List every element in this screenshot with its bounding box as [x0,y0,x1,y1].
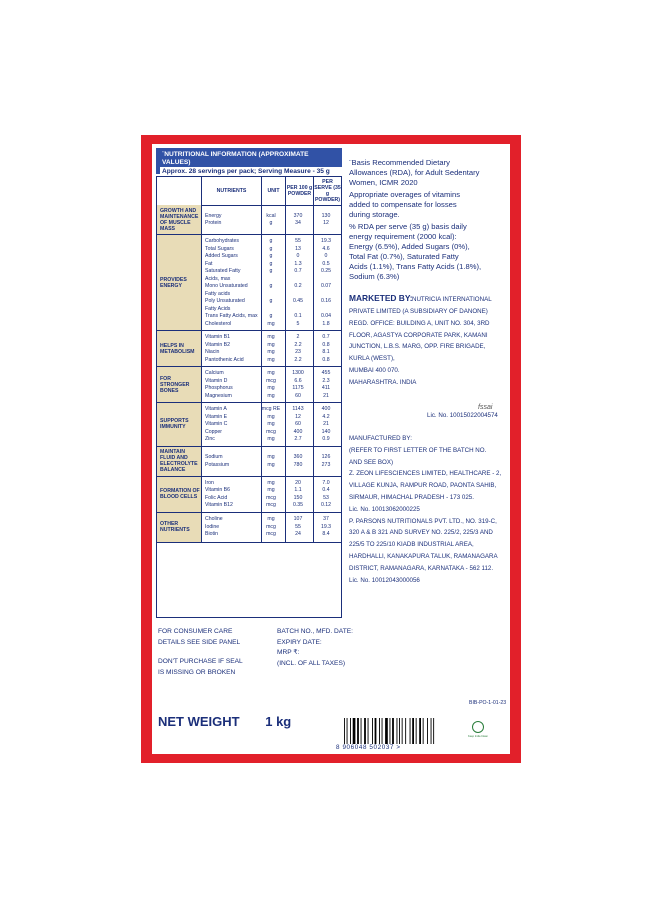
nutrient-name: Cholesterol [205,320,232,327]
perserve-cell: 140 [321,428,331,435]
nutrient-name: Folic Acid [205,494,228,501]
perserve-cell: 2.3 [322,377,330,384]
manufacturer-line: (REFER TO FIRST LETTER OF THE BATCH NO. [349,446,487,454]
perserve-cell: 8.1 [322,349,330,355]
rda-line: Allowances (RDA), for Adult Sedentary [349,168,480,177]
per100-cell: 1300 [292,370,304,376]
overage-line: during storage. [349,210,400,219]
per100-cell: 2 [296,334,300,340]
manufacturer-line: SIRMAUR, HIMACHAL PRADESH - 173 025. [349,493,474,501]
per100-cell: 60 [295,392,301,399]
marketed-line: MAHARASHTRA. INDIA [349,378,417,386]
batch-line: EXPIRY DATE: [277,638,322,646]
barcode-bar [416,718,417,744]
barcode-bar [410,718,411,744]
per100-cell: 400 [293,428,303,435]
group-category: OTHER NUTRIENTS [157,513,201,542]
nutrient-name: Potassium [205,461,230,468]
rda-serve-line: Acids (1.1%), Trans Fatty Acids (1.8%), [349,262,482,271]
unit-cell: mg [267,461,275,468]
product-code: BIB-PO-1-01-23 [469,700,507,706]
perserve-cell: 0 [324,253,328,259]
manufacturer-line: AND SEE BOX) [349,458,394,466]
perserve-cell: 19.3 [320,238,332,244]
barcode-bar [405,718,406,744]
rda-line: ¨Basis Recommended Dietary [349,158,450,167]
barcode-bar [419,718,421,744]
barcode-bar [412,718,414,744]
per100-cell: 2.2 [294,356,302,363]
per100-cell: 24 [295,531,301,538]
perserve-cell: 0.04 [320,313,332,319]
barcode-number: 8 906048 502037 > [336,744,401,751]
per100-cell: 2.2 [294,341,302,348]
barcode-bar [385,718,388,744]
perserve-cell: 0.16 [320,298,332,304]
marketed-line1: NUTRICIA INTERNATIONAL [412,296,492,303]
batch-line: BATCH NO., MFD. DATE: [277,628,353,635]
unit-cell: mg [267,516,275,523]
manufacturer-line: Z. ZEON LIFESCIENCES LIMITED, HEALTHCARE - 2, [349,470,502,478]
overage-line: added to compensate for losses [349,200,457,209]
nutrient-name: Niacin [205,349,220,355]
nutrient-name: Calcium [205,370,224,376]
nutrient-group [157,367,341,403]
nutrient-name: Magnesium [205,392,232,399]
rda-note [349,158,509,188]
marketed-line: PRIVATE LIMITED (A SUBSIDIARY OF DANONE) [349,308,488,315]
manufacturer-line: DISTRICT, RAMANAGARA, KARNATAKA - 562 112. [349,564,494,572]
rda-serve-line: % RDA per serve (35 g) basis daily [349,222,467,231]
unit-cell: mcg [266,428,276,435]
back-panel [152,144,510,754]
consumer-line: FOR CONSUMER CARE [158,628,233,635]
manufacturer-line: Lic. No. 10012043000056 [349,576,420,584]
per100-cell: 0.2 [294,283,302,289]
rda-serve-line: energy requirement (2000 kcal): [349,232,457,241]
net-weight [158,714,291,729]
perserve-cell: 0.12 [320,502,332,508]
nutrient-name: Energy [205,212,222,219]
unit-cell: mg [267,421,275,427]
rda-serve-note [349,222,509,282]
perserve-cell: 4.6 [322,245,330,252]
batch-box [277,627,353,669]
nutrient-name: Fat [205,260,213,267]
unit-cell: mg [267,436,275,442]
rda-line: Women, ICMR 2020 [349,178,418,187]
per100-cell: 55 [295,523,301,530]
group-category: HELPS IN METABOLISM [157,331,201,366]
nutrient-name: Poly Unsaturated [205,298,245,304]
nutrient-group [157,331,341,367]
nutrient-name: Vitamin B1 [205,334,230,340]
manufacturer-line: Lic. No. 10013062000225 [349,505,420,513]
per100-cell: 60 [295,421,301,427]
nutrient-name: Added Sugars [205,253,238,259]
batch-line: (INCL. OF ALL TAXES) [277,659,346,667]
perserve-cell: 130 [321,212,331,219]
manufacturer-block [349,433,509,586]
unit-cell: mg [267,370,275,376]
perserve-cell: 7.0 [322,479,330,486]
nutrient-name: Saturated Fatty [205,268,241,274]
per100-cell: 150 [293,494,303,501]
nutrient-name: Vitamin B12 [205,502,233,508]
barcode-bar [361,718,362,744]
per100-cell: 13 [295,245,301,252]
per100-cell: 5 [296,320,300,327]
unit-cell: mg [267,487,275,493]
barcode-bar [423,718,424,744]
nutrient-name: Vitamin E [205,413,228,420]
perserve-cell: 8.4 [322,531,330,538]
manufacturer-line: 320 A & B 321 AND SURVEY NO. 225/2, 225/3 AND [349,529,493,537]
barcode-bar [372,718,373,744]
column-divider [201,513,202,542]
unit-cell: mg [267,334,275,340]
unit-cell: g [269,220,273,226]
perserve-cell: 0.7 [322,334,330,340]
column-divider [201,235,202,330]
per100-cell: 0 [296,253,300,259]
group-category: GROWTH AND MAINTENANCE OF MUSCLE MASS [157,205,201,234]
per100-cell: 107 [293,516,303,523]
per100-cell: 12 [295,413,301,420]
perserve-cell: 0.5 [322,260,330,267]
perserve-cell: 455 [321,370,331,376]
barcode-bar [431,718,432,744]
per100-cell: 2.7 [294,436,302,442]
seal-line: DON'T PURCHASE IF SEAL [158,658,243,665]
unit-cell: g [269,260,273,267]
unit-cell: mg [267,454,275,460]
unit-cell: mcg [266,531,276,538]
per100-cell: 23 [295,349,301,355]
perserve-cell: 21 [323,392,329,399]
per100-cell: 1.3 [294,260,302,267]
unit-cell: mcg [266,502,276,508]
nutrient-name: Carbohydrates [205,238,240,244]
per100-cell: 780 [293,461,303,468]
nutrient-name: Fatty Acids [205,305,231,312]
perserve-cell: 0.9 [322,436,330,442]
nutrient-name: Vitamin C [205,421,228,427]
nutrient-name: Copper [205,428,223,435]
nutrient-group [157,235,341,331]
per100-cell: 0.7 [294,268,302,274]
barcode-bar [399,718,400,744]
seal-warning [158,657,243,678]
consumer-line: DETAILS SEE SIDE PANEL [158,638,241,646]
col-unit: UNIT [261,177,285,205]
nutrient-name: Protein [205,220,222,226]
barcode-bar [390,718,391,744]
nutrient-name: Mono Unsaturated [205,283,248,289]
group-category: SUPPORTS IMMUNITY [157,403,201,446]
nutrition-title: ¨NUTRITIONAL INFORMATION (APPROXIMATE VALUES) [162,151,309,166]
consumer-care [158,627,240,648]
col-per100: PER 100 g POWDER [285,177,313,205]
per100-cell: 1.1 [294,487,302,493]
barcode-bar [392,718,394,744]
lic-marketer: Lic. No. 10015022004574 [427,412,498,419]
perserve-cell: 19.3 [320,523,332,530]
manufacturer-line: MANUFACTURED BY: [349,435,412,442]
recycle-label: Keep India Clean [468,735,488,738]
unit-cell: mcg [266,494,276,501]
column-divider [201,205,202,234]
unit-cell: mg [267,349,275,355]
barcode-bar [397,718,398,744]
unit-cell: g [269,238,273,244]
perserve-cell: 21 [323,421,329,427]
perserve-cell: 411 [321,385,331,391]
perserve-cell: 12 [323,220,329,226]
unit-cell: mg [267,356,275,363]
per100-cell: 0.1 [294,313,302,319]
nutrient-name: Biotin [205,531,218,538]
net-weight-label: NET WEIGHT [158,714,240,729]
column-divider [201,447,202,476]
barcode-bar [350,718,351,744]
rda-serve-line: Total Fat (0.7%), Saturated Fatty [349,252,459,261]
group-category: FOR STRONGER BONES [157,367,201,402]
barcode-bar [379,718,380,744]
marketed-address [349,306,509,389]
manufacturer-line: 225/5 TO 225/10 KIADB INDUSTRIAL AREA, [349,541,474,549]
group-category: FORMATION OF BLOOD CELLS [157,477,201,512]
barcode-bar [402,718,403,744]
group-category: PROVIDES ENERGY [157,235,201,330]
barcode-bar [375,718,377,744]
package-border [141,135,521,763]
barcode-bar [357,718,359,744]
nutrient-name: Vitamin A [205,406,227,412]
rda-serve-line: Sodium (6.3%) [349,272,400,281]
nutrient-name: Phosphorus [205,385,233,391]
barcode-bar [427,718,428,744]
unit-cell: mcg [266,523,276,530]
nutrient-name: Vitamin D [205,377,228,384]
nutrient-name: Acids, max [205,275,231,282]
per100-cell: 1175 [292,385,304,391]
barcode-bar [353,718,356,744]
unit-cell: mg [267,392,275,399]
marketed-line: JUNCTION, L.B.S. MARG, OPP. FIRE BRIGADE, [349,343,486,351]
column-divider [201,477,202,512]
perserve-cell: 0.07 [320,283,332,289]
manufacturer-line: HARDHALLI, KANAKAPURA TALUK, RAMANAGARA [349,552,498,560]
barcode-bar [344,718,345,744]
per100-cell: 55 [295,238,301,244]
unit-cell: g [269,253,273,259]
nutrient-name: Zinc [205,436,215,442]
serving-info: Approx. 28 servings per pack; Serving Measure - 35 g [160,167,342,177]
marketed-title: MARKETED BY: [349,293,413,303]
barcode-bar [382,718,383,744]
nutrient-name: Fatty acids [205,290,231,297]
overage-line: Appropriate overages of vitamins [349,190,461,199]
nutrition-table [156,176,342,618]
nutrient-group [157,403,341,447]
perserve-cell: 0.4 [322,487,330,493]
perserve-cell: 0.25 [320,268,332,274]
unit-cell: mg [267,413,275,420]
unit-cell: mcg RE [261,406,281,412]
nutrient-name: Choline [205,516,223,523]
barcode [342,718,452,744]
perserve-cell: 400 [321,406,331,412]
nutrient-group [157,205,341,235]
fssai-logo: fssai [478,404,493,411]
per100-cell: 34 [295,220,301,226]
table-header [157,177,341,206]
perserve-cell: 273 [321,461,331,468]
perserve-cell: 126 [321,454,331,460]
nutrient-name: Trans Fatty Acids, max [205,313,258,319]
marketed-line: FLOOR, AGASTYA CORPORATE PARK, KAMANI [349,331,488,339]
column-divider [201,367,202,402]
per100-cell: 1143 [292,406,304,412]
nutrient-group [157,477,341,513]
unit-cell: g [269,298,273,304]
unit-cell: g [269,245,273,252]
barcode-bar [364,718,366,744]
marketed-line: KURLA (WEST), [349,355,395,363]
unit-cell: mg [267,341,275,348]
nutrient-group [157,513,341,543]
nutrient-name: Total Sugars [205,245,234,252]
nutrient-name: Iodine [205,523,220,530]
col-perserve: PER SERVE (35 g POWDER) [314,179,341,203]
nutrition-header [156,148,342,174]
perserve-cell: 53 [323,494,329,501]
seal-line: IS MISSING OR BROKEN [158,668,236,676]
per100-cell: 0.45 [292,298,304,304]
manufacturer-line: VILLAGE KUNJA, RAMPUR ROAD, PAONTA SAHIB, [349,482,497,490]
unit-cell: mg [267,320,275,327]
nutrient-name: Vitamin B6 [205,487,230,493]
nutrient-group [157,447,341,477]
recycle-icon [472,721,484,733]
col-nutrients: NUTRIENTS [201,177,261,205]
perserve-cell: 1.8 [322,320,330,327]
barcode-bar [347,718,348,744]
unit-cell: g [269,283,273,289]
nutrient-name: Vitamin B2 [205,341,230,348]
nutrient-name: Pantothenic Acid [205,356,244,363]
batch-line: MRP ₹: [277,649,300,656]
per100-cell: 6.6 [294,377,302,384]
per100-cell: 370 [293,212,303,219]
perserve-cell: 0.8 [322,356,330,363]
unit-cell: mcg [266,377,276,384]
barcode-bar [368,718,369,744]
column-divider [201,403,202,446]
per100-cell: 360 [293,454,303,460]
unit-cell: mg [267,479,275,486]
marketed-line: REGD. OFFICE: BUILDING A, UNIT NO. 304, 3RD [349,319,490,327]
net-weight-value: 1 kg [265,714,292,729]
perserve-cell: 0.8 [322,341,330,348]
unit-cell: kcal [266,212,276,219]
unit-cell: mg [267,385,275,391]
per100-cell: 0.35 [292,502,304,508]
barcode-bar [433,718,434,744]
marketed-line: MUMBAI 400 070. [349,366,400,374]
overage-note [349,190,509,220]
per100-cell: 20 [295,479,301,486]
perserve-cell: 37 [323,516,329,523]
rda-serve-line: Energy (6.5%), Added Sugars (0%), [349,242,470,251]
perserve-cell: 4.2 [322,413,330,420]
group-category: MAINTAIN FLUID AND ELECTROLYTE BALANCE [157,447,201,476]
nutrient-name: Iron [205,479,214,486]
manufacturer-line: P. PARSONS NUTRITIONALS PVT. LTD., NO. 319-C, [349,517,497,525]
column-divider [201,331,202,366]
unit-cell: g [269,313,273,319]
nutrient-name: Sodium [205,454,223,460]
unit-cell: g [269,268,273,274]
